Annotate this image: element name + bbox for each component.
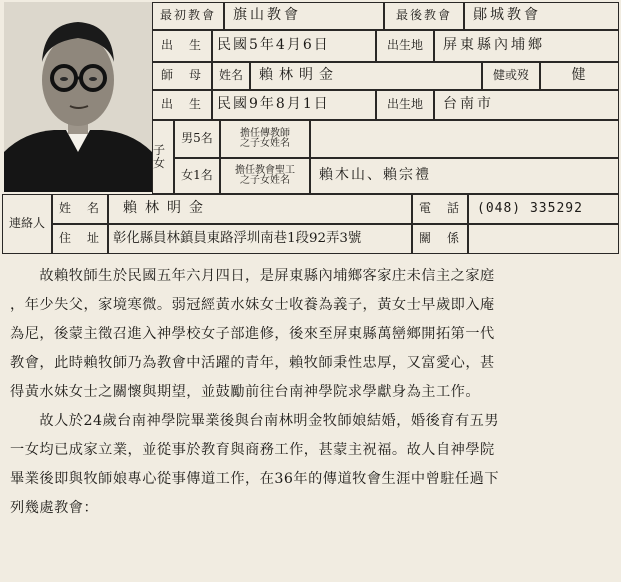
birthplace-label: 出生地: [376, 30, 434, 62]
sons-pastor-names-value: [310, 120, 619, 158]
biography-text: [10, 262, 614, 523]
first-church-value: 旗山教會: [224, 2, 384, 30]
biography-line: 故賴牧師生於民國五年六月四日，是屏東縣內埔鄉客家庄未信主之家庭: [10, 268, 495, 284]
sons-pastor-label: [220, 120, 310, 158]
biography-line: ，年少失父，家境寒微。弱冠經黃水妹女士收養為義子，黃女士早歲即入庵: [10, 297, 495, 313]
contact-name-value: 賴林明金: [108, 194, 412, 224]
contact-address-value: 彰化縣員林鎮員東路浮圳南巷1段92弄3號: [108, 224, 412, 254]
health-label: 健或歿: [482, 62, 540, 90]
last-church-value: 鄖城教會: [464, 2, 619, 30]
daughters-pastor-names-value: 賴木山、賴宗禮: [310, 158, 619, 194]
contact-address-label: 住 址: [52, 224, 108, 254]
contact-relation-value: [468, 224, 619, 254]
last-church-label: 最後教會: [384, 2, 464, 30]
daughters-pastor-label-line-1: 擔任教會聖工: [235, 164, 295, 176]
first-church-label: 最初教會: [152, 2, 224, 30]
biography-line: 故人於24歲台南神學院畢業後與台南林明金牧師娘結婚，婚後育有五男: [10, 413, 500, 429]
sons-pastor-label-line-1: 擔任傳教師: [240, 127, 290, 139]
birthplace-value: 屏東縣內埔鄉: [434, 30, 619, 62]
children-label: 子女: [152, 120, 174, 194]
contact-relation-label: 關 係: [412, 224, 468, 254]
wife-birthplace-label: 出生地: [376, 90, 434, 120]
pastor-portrait-photo: [4, 2, 153, 192]
wife-birthplace-value: 台南市: [434, 90, 619, 120]
contact-section-label: 連絡人: [2, 194, 52, 254]
biography-line: 教會，此時賴牧師乃為教會中活躍的青年，賴牧師秉性忠厚，又富愛心，甚: [10, 355, 495, 371]
birth-label: 出 生: [152, 30, 212, 62]
sons-count-label: 男5名: [174, 120, 220, 158]
birth-date-value: 民國5年4月6日: [212, 30, 376, 62]
contact-name-label: 姓 名: [52, 194, 108, 224]
wife-name-value: 賴林明金: [250, 62, 482, 90]
biography-line: 列幾處教會：: [10, 500, 99, 516]
biography-line: 得黃水妹女士之關懷與期望，並鼓勵前往台南神學院求學獻身為主工作。: [10, 384, 481, 400]
wife-name-label: 姓名: [212, 62, 250, 90]
sons-pastor-label-line-2: 之子女姓名: [240, 138, 290, 149]
daughters-pastor-label: [220, 158, 310, 194]
contact-phone-label: 電 話: [412, 194, 468, 224]
biography-line: 畢業後即與牧師娘專心從事傳道工作，在36年的傳道牧會生涯中曾駐任過下: [10, 471, 500, 487]
daughters-count-label: 女1名: [174, 158, 220, 194]
wife-label: 師 母: [152, 62, 212, 90]
health-value: 健: [540, 62, 619, 90]
wife-birth-date-value: 民國9年8月1日: [212, 90, 376, 120]
daughters-pastor-label-line-2: 之子女姓名: [240, 175, 290, 186]
wife-birth-label: 出 生: [152, 90, 212, 120]
contact-phone-value: (048) 335292: [468, 194, 619, 224]
biography-line: 一女均已成家立業，並從事於教育與商務工作，甚蒙主祝福。故人自神學院: [10, 442, 495, 458]
biography-line: 為尼，後蒙主徵召進入神學校女子部進修，後來至屏東縣萬巒鄉開拓第一代: [10, 326, 495, 342]
